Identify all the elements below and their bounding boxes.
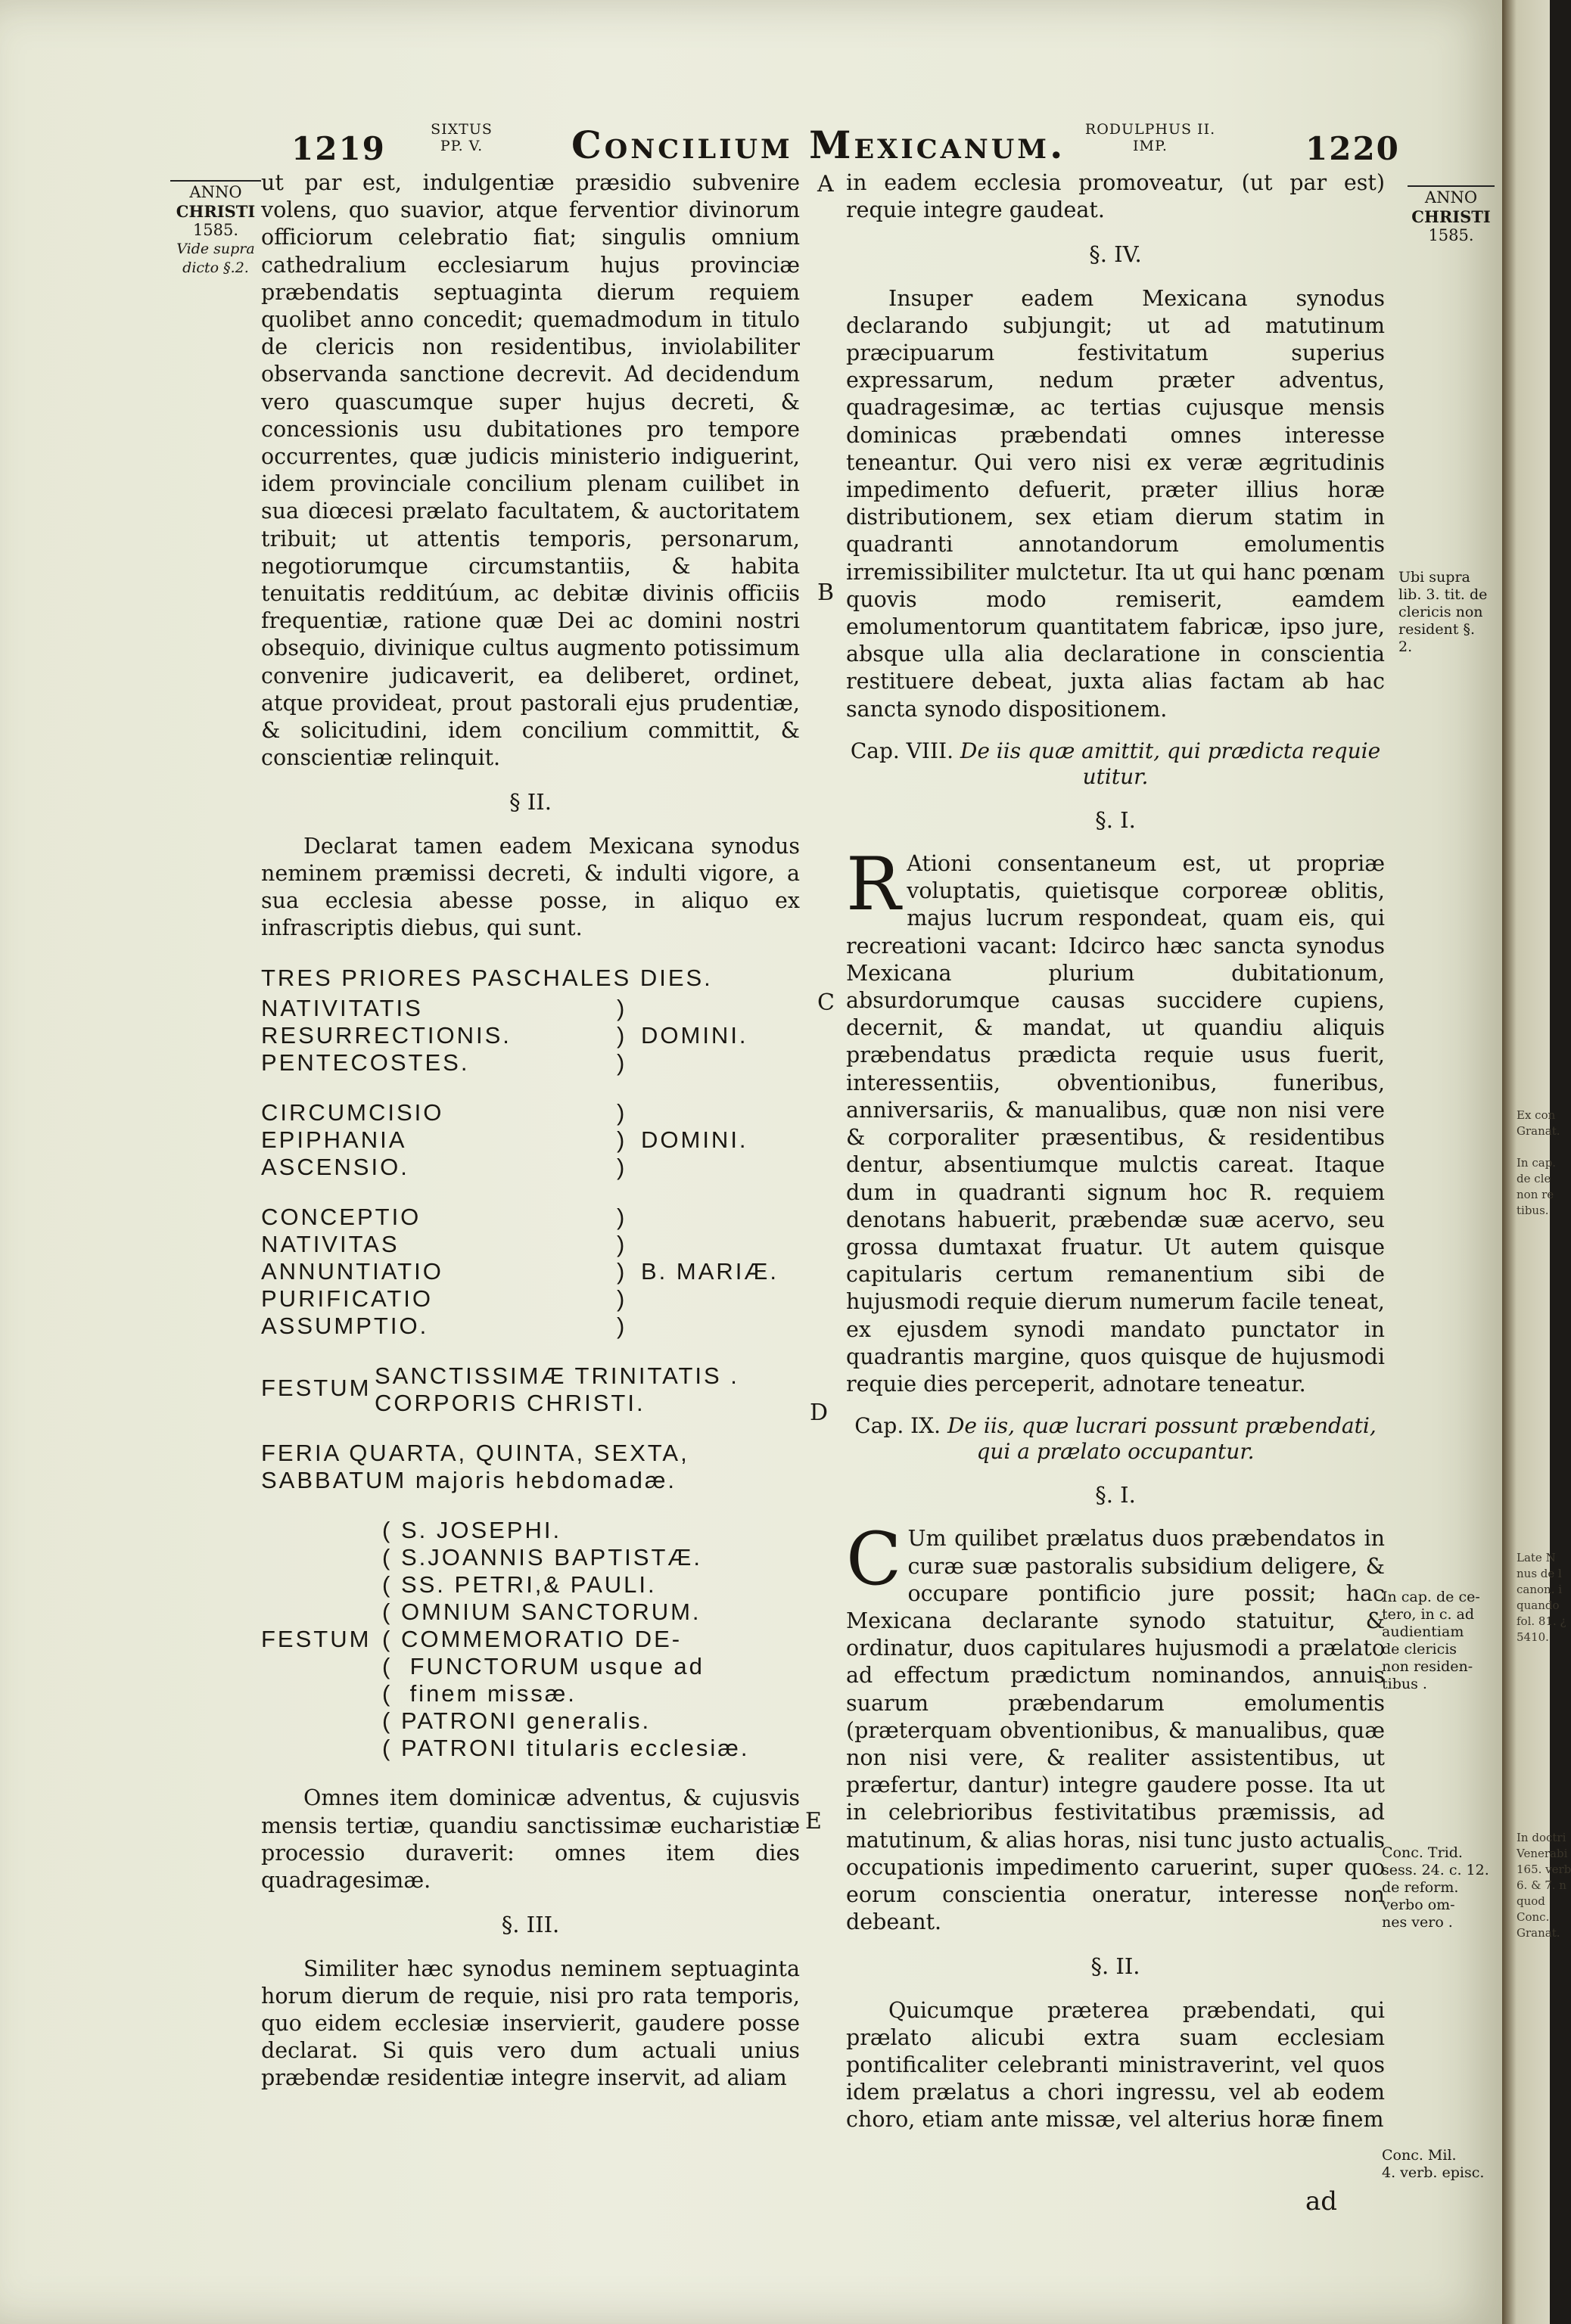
right-column [846, 169, 1385, 2134]
festum-saints: FESTUM ( S. JOSEPHI. ( S.JOANNIS BAPTISTÆ. ( SS. PETRI,& PAULI. ( OMNIUM SANCTORUM. ( COMMEMORATIO DE- ( FUNCTORUM usque ad ( finem missæ. ( PATRONI generalis. ( PATRONI titularis ecclesiæ. [261, 1517, 750, 1762]
page-title: Concilium Mexicanum. [571, 123, 1066, 167]
section-heading-1b: §. I. [1095, 1482, 1136, 1508]
section-heading-4: §. IV. [1089, 241, 1142, 268]
right-margin-note-e2: Conc. Mil. 4. verb. episc. [1382, 2147, 1485, 2181]
catchword: ad [1305, 2186, 1338, 2217]
right-paragraph-1: in eadem ecclesia promoveatur, (ut par est) requie integre gaudeat. [846, 170, 1385, 223]
drop-cap-c: C [846, 1517, 902, 1602]
chapter-8-heading: Cap. VIII. De iis quæ amittit, qui prædicta requie utitur. [850, 738, 1381, 789]
right-paragraph-2: Insuper eadem Mexicana synodus declarando subjungit; ut ad matutinum præcipuarum festivitatum superius expressarum, nedum præter adventus, quadragesimæ, ac tertias cujusque mensis dominicas præbendati omnes interesse teneantur. Qui vero nisi ex veræ ægritudinis impedimento defuerit, præter illius horæ distributionem, sex etiam dierum statim in quadranti annotandorum emolumentis irremissibiliter mulctetur. Ita ut qui hanc pœnam quovis modo remiserit, eamdem emolumentorum quantitatem fabricæ, ipso jure, absque ulla alia declaratione in conscientia restituere debeat, juxta alias factam ab hac sancta synodo dispositionem. [846, 285, 1385, 722]
feast-group-mariae: CONCEPTIO NATIVITAS ANNUNTIATIO PURIFICATIO ASSUMPTIO. ) ) ) ) ) B. MARIÆ. [261, 1204, 779, 1340]
right-paragraph-3: R Ationi consentaneum est, ut propriæ voluptatis, quietisque corporeæ oblitis, majus lucrum respondeat, quam eis, qui recreationi vacant: Idcirco hæc sancta synodus Mexicana plurium dubitationum, absurdorumque causas succidere cupiens, decernit, & mandat, ut quandiu aliquis præbendatus prædicta requie usus fuerit, interessentiis, obventionibus, funeribus, anniversariis, & manualibus, quæ non nisi vere & corporaliter præsentibus, & residentibus dentur, absentiumque mulctis careat. Itaque dum in quadranti signum hoc R. requiem denotans habuerit, præbendæ suæ acervo, seu grossa dumtaxat fruatur. Ut autem quisque capitularis certum remanentium sibi de hujusmodi requie dierum numerum facile teneat, ex ejusdem synodi mandato punctator in quadrantis margine, quos quisque de hujusmodi requie dies perceperit, adnotare teneatur. [846, 842, 1385, 1397]
header-pope: SIXTUS PP. V. [431, 121, 493, 154]
section-heading-2: § II. [509, 789, 552, 816]
feast-group-domini-2: CIRCUMCISIO EPIPHANIA ASCENSIO. ) ) ) DOMINI. [261, 1099, 748, 1181]
marginal-letter-d: D [810, 1400, 829, 1426]
left-page-number: 1219 [291, 130, 386, 167]
right-margin-note-d: In cap. de ce- tero, in c. ad audientiam de clericis non residen- tibus . [1382, 1589, 1480, 1692]
chapter-9-heading: Cap. IX. De iis, quæ lucrari possunt præbendati, qui a prælato occupantur. [854, 1413, 1377, 1465]
right-page-number: 1220 [1305, 130, 1400, 167]
festum-trinitatis: FESTUM SANCTISSIMÆ TRINITATIS . CORPORIS CHRISTI. [261, 1362, 739, 1417]
section-heading-3: §. III. [501, 1912, 560, 1938]
feast-group-domini-1: NATIVITATIS RESURRECTIONIS. PENTECOSTES. ) ) ) DOMINI. [261, 995, 748, 1077]
marginal-letter-b: B [817, 579, 835, 606]
marginal-letter-c: C [817, 990, 835, 1016]
right-paragraph-5: Quicumque præterea præbendati, qui prælato alicubi extra suam ecclesiam pontificaliter celebranti ministraverint, vel quos idem prælatus a chori ingressu, vel ab eodem choro, etiam ante missæ, vel alterius horæ finem [846, 1997, 1385, 2133]
left-column [261, 169, 800, 2093]
marginal-letter-a: A [817, 171, 834, 197]
section-heading-2b: §. II. [1090, 1953, 1140, 1980]
marginal-letter-e: E [805, 1808, 822, 1835]
tres-priores: TRES PRIORES PASCHALES DIES. [261, 965, 713, 992]
right-margin-anno: ANNO CHRISTI 1585. [1408, 185, 1495, 245]
right-margin-note-e1: Conc. Trid. sess. 24. c. 12. de reform. verbo om- nes vero . [1382, 1844, 1489, 1931]
drop-cap-r: R [846, 842, 901, 927]
left-paragraph-4: Similiter hæc synodus neminem septuaginta horum dierum de requie, nisi pro rata temporis, quo eidem ecclesiæ inservierit, gaudere posse declarat. Si quis vero dum actuali unius præbendæ residentiæ integre inservit, ad aliam [261, 1956, 800, 2091]
left-paragraph-2: Declarat tamen eadem Mexicana synodus neminem præmissi decreti, & indulti vigore, a sua ecclesia abesse posse, in aliquo ex infrascriptis diebus, qui sunt. [261, 833, 800, 941]
left-paragraph-1: ut par est, indulgentiæ præsidio subvenire volens, quo suavior, atque ferventior divinorum officiorum celebratio fiat; singulis omnium cathedralium ecclesiarum hujus provinciæ præbendatis septuaginta dierum requiem quolibet anno concedit; quemadmodum in titulo de clericis non residentibus, inviolabiliter observanda sanctione decrevit. Ad decidendum vero quascumque super hujus decreti, & concessionis usu dubitationes pro tempore occurrentes, quæ judicis ministerio indiguerint, idem provinciale concilium plenam cuilibet in sua diœcesi prælato facultatem, & auctoritatem tribuit; ut attentis temporis, personarum, negotiorumque circumstantiis, & habita tenuitatis redditúum, ac debitæ divinis officiis frequentiæ, ratione quæ Dei ac domini nostri obsequio, divinique cultus augmento potissimum convenire judicaverit, ea deliberet, ordinet, atque provideat, prout pastorali ejus prudentiæ, & solicitudini, idem concilium committit, & conscientiæ relinquit. [261, 170, 800, 771]
left-margin-anno: ANNO CHRISTI 1585. Vide supra dicto §.2. [170, 180, 261, 278]
running-header [0, 121, 1502, 174]
left-paragraph-3: Omnes item dominicæ adventus, & cujusvis mensis tertiæ, quandiu sanctissimæ eucharistiæ processio duraverit: omnes item dies quadragesimæ. [261, 1785, 800, 1894]
feria-list: FERIA QUARTA, QUINTA, SEXTA, SABBATUM majoris hebdomadæ. [261, 1440, 689, 1494]
right-paragraph-4: C Um quilibet prælatus duos præbendatos in curæ suæ pastoralis subsidium deligere, & occupare pontificio jure possit; hac Mexicana declarante synodo statuitur, & ordinatur, duos capitulares hujusmodi a prælato ad effectum prædictum nominandos, annuis suarum præbendarum emolumentis (præterquam obventionibus, & manualibus, quæ non nisi vere, & realiter assistentibus, ut præfertur, dantur) integre gaudere posse. Ita ut in celebrioribus festivitatibus præmissis, ad matutinum, & alias horas, nisi tunc justo actualis occupationis impedimento caruerint, super quo eorum conscientia oneratur, interesse non debeant. [846, 1517, 1385, 1935]
header-emperor: RODULPHUS II. IMP. [1084, 121, 1216, 154]
section-heading-1a: §. I. [1095, 806, 1136, 833]
feast-list [261, 965, 800, 1762]
right-margin-note-b: Ubi supra lib. 3. tit. de clericis non resident §. 2. [1398, 569, 1488, 655]
